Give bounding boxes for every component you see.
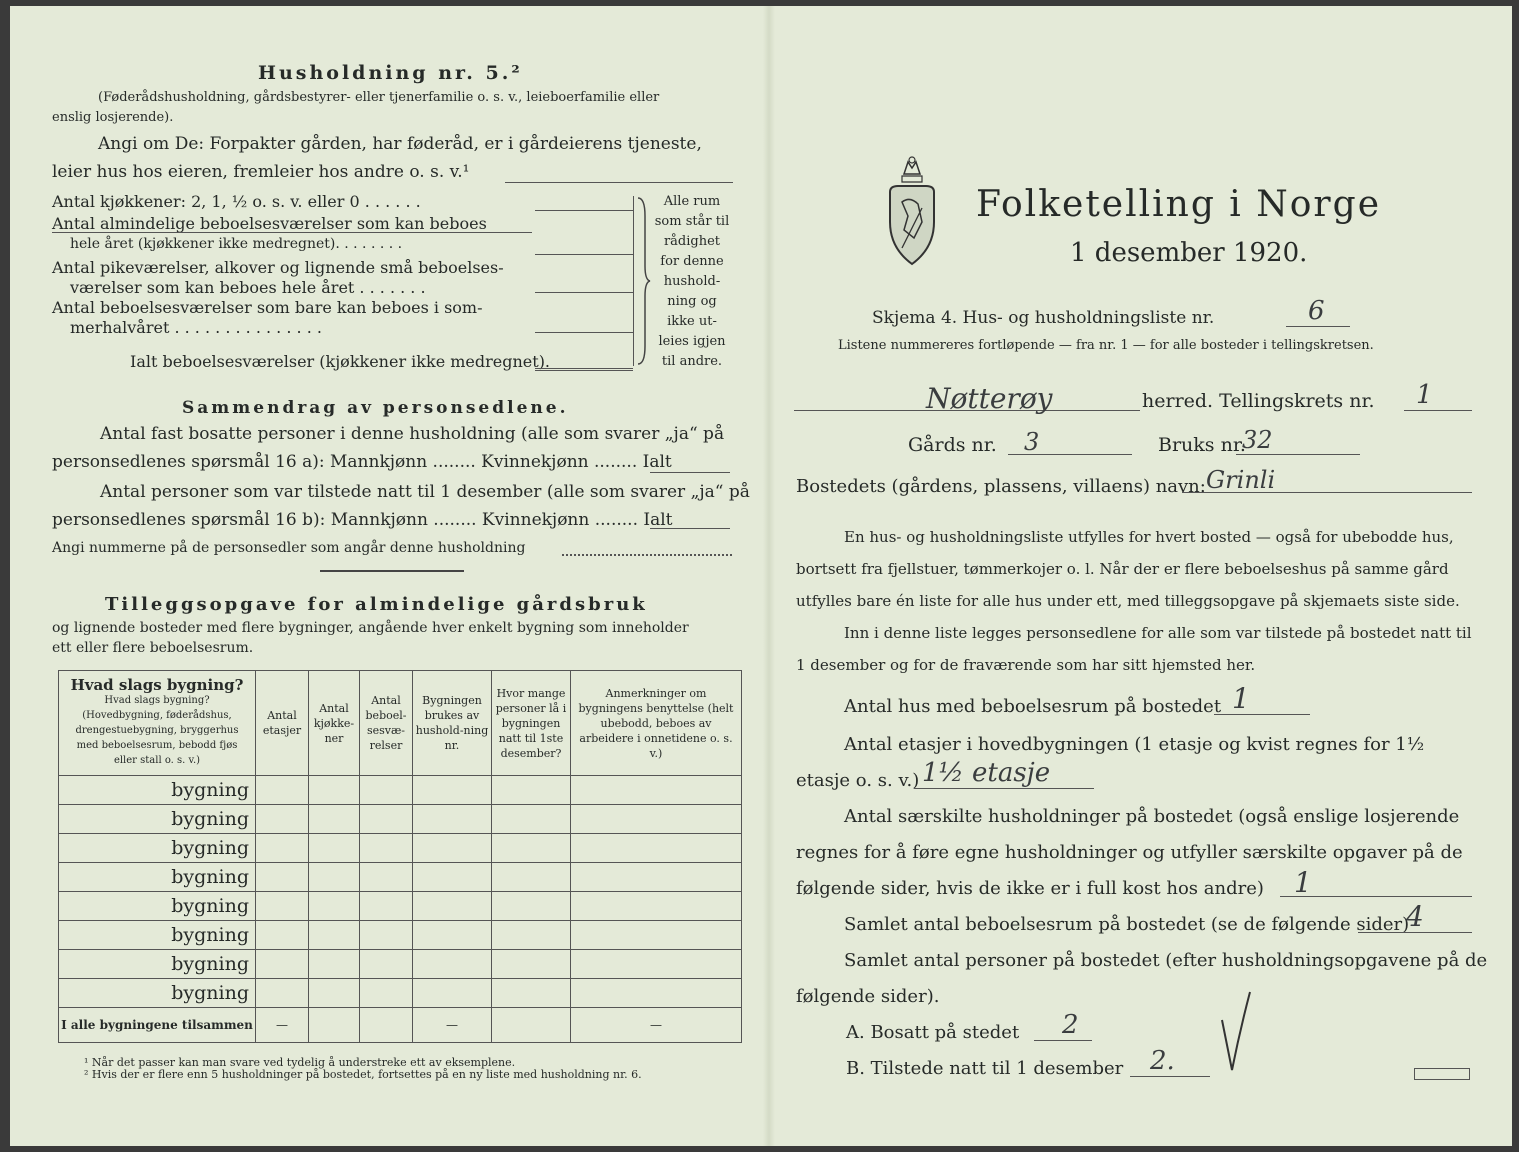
tilstede-value: 2. [1150,1046,1175,1076]
cell [492,863,571,892]
instruction-3: utfylles bare én liste for alle hus under ett, med tilleggsopgave på skjemaets siste side. [796,592,1460,610]
cell [309,834,360,863]
cell [571,892,742,921]
answer-column-rule [633,196,634,366]
cell [309,921,360,950]
header-building-type-title: Hvad slags bygning? [70,676,244,694]
header-floors: Antal etasjer [256,671,309,776]
building-cell: bygning [59,863,256,892]
answer-line-ordinary [535,254,633,255]
tellingskrets-value: 1 [1416,380,1433,410]
samlet-pers-1: Samlet antal personer på bostedet (efter husholdningsopgavene på de [844,950,1488,971]
table-row [59,863,742,892]
listene-note: Listene nummereres fortløpende — fra nr. 1 — for alle bosteder i tellingskretsen. [838,338,1374,353]
table-row [59,776,742,805]
cell [360,979,413,1008]
cell [360,805,413,834]
etasjer-value: 1½ etasje [922,758,1051,788]
total-household: — [413,1008,492,1043]
gards-label: Gårds nr. [908,434,997,456]
bosted-label: Bostedets (gårdens, plassens, villaens) navn: [796,476,1206,497]
cell [492,892,571,921]
bruks-value: 32 [1242,426,1273,454]
cell [413,950,492,979]
cell [256,979,309,1008]
tellingskrets-line [1404,410,1472,411]
header-building-type-text: Hvad slags bygning? (Hovedbygning, føderådshus, drengestuebygning, bryggerhus med beboelsesrum, bebodd fjøs eller stall o. s. v.) [75,695,239,766]
brace-note-line: Alle rum [663,194,721,209]
check-mark-icon [1218,990,1254,1076]
building-table [58,670,742,1043]
summary-line-3: Antal personer som var tilstede natt til 1 desember (alle som svarer „ja“ på [100,482,750,502]
rooms-total: Ialt beboelsesværelser (kjøkkener ikke medregnet). [130,352,551,371]
rooms-kitchens: Antal kjøkkener: 2, 1, ½ o. s. v. eller 0 . . . . . . [52,192,421,211]
antal-hus-line [1214,714,1310,715]
cell [256,950,309,979]
header-household: Bygningen brukes av hushold-ning nr. [413,671,492,776]
etasjer-label-2: etasje o. s. v.) [796,770,920,791]
cell [492,776,571,805]
building-cell: bygning [59,892,256,921]
form-date: 1 desember 1920. [1070,238,1308,268]
rooms-maid-2: værelser som kan beboes hele året . . . . . . . [70,278,426,297]
answer-line-maid [535,292,633,293]
herred-label: herred. Tellingskrets nr. [1142,390,1375,412]
cell [256,863,309,892]
table-row [59,892,742,921]
cell [360,921,413,950]
footnote-1: ¹ Når det passer kan man svare ved tydelig å understreke ett av eksemplene. [84,1056,516,1069]
saerskilte-line-3: følgende sider, hvis de ikke er i full kost hos andre) [796,878,1264,899]
norway-coat-of-arms-icon [882,152,942,268]
summary-line-4: personsedlenes spørsmål 16 b): Mannkjønn ........ Kvinnekjønn ........ Ialt [52,510,673,530]
brace-note-line: ikke ut- [667,314,717,329]
skjema-line [1286,326,1350,327]
building-cell: bygning [59,776,256,805]
household-title: Husholdning nr. 5.² [258,62,523,84]
cell [309,805,360,834]
cell [413,892,492,921]
header-kitchens: Antal kjøkke-ner [309,671,360,776]
saerskilte-line-1: Antal særskilte husholdninger på bostedet (også enslige losjerende [844,806,1460,827]
antal-hus-value: 1 [1232,682,1250,715]
total-floors: — [256,1008,309,1043]
cell [492,834,571,863]
building-cell: bygning [59,834,256,863]
samlet-pers-2: følgende sider). [796,986,940,1007]
cell [413,921,492,950]
cell [360,950,413,979]
rooms-ordinary-2: hele året (kjøkkener ikke medregnet). . . . . . . . [70,236,403,252]
brace-note-line: hushold- [663,274,721,289]
extra-line-2: ett eller flere beboelsesrum. [52,640,254,656]
cell [492,805,571,834]
angi-line-1: Angi om De: Forpakter gården, har føderåd, er i gårdeierens tjeneste, [98,134,702,154]
brace-note-line: for denne [660,254,724,269]
table-row [59,950,742,979]
printer-stamp [1414,1068,1470,1080]
cell [309,863,360,892]
header-remarks: Anmerkninger om bygningens benyttelse (helt ubebodd, beboes av arbeidere i onnetidene o. s. v.) [571,671,742,776]
total-line [535,368,633,371]
ialt-line-2 [650,528,730,529]
cell [571,834,742,863]
section-divider [320,570,464,572]
samlet-rum-label: Samlet antal beboelsesrum på bostedet (se de følgende sider) [844,914,1410,935]
brace-note-line: til andre. [661,354,723,369]
answer-line-kitchens [535,210,633,211]
table-row [59,805,742,834]
bruks-label: Bruks nr. [1158,434,1246,456]
instruction-4: Inn i denne liste legges personsedlene for alle som var tilstede på bostedet natt til [844,624,1472,642]
header-rooms: Antal beboel-sesvæ-relser [360,671,413,776]
cell [360,776,413,805]
cell [309,950,360,979]
rooms-divider [52,232,532,233]
cell [256,805,309,834]
instruction-2: bortsett fra fjellstuer, tømmerkojer o. l. Når der er flere beboelseshus på samme gård [796,560,1449,578]
table-row [59,834,742,863]
summary-line-5: Angi nummerne på de personsedler som angår denne husholdning [52,540,526,556]
herred-value: Nøtterøy [926,382,1053,415]
cell [571,979,742,1008]
cell [571,950,742,979]
tilstede-line [1130,1076,1210,1077]
rooms-summer-2: merhalvåret . . . . . . . . . . . . . . . [70,318,322,337]
samlet-rum-value: 4 [1406,900,1424,933]
total-label: I alle bygningene tilsammen [59,1008,256,1043]
footnote-2: ² Hvis der er flere enn 5 husholdninger på bostedet, fortsettes på en ny liste med husholdning nr. 6. [84,1068,642,1081]
bosted-value: Grinli [1206,466,1276,494]
table-total-row [59,1008,742,1043]
cell [571,776,742,805]
table-row [59,921,742,950]
angi-line-2: leier hus hos eieren, fremleier hos andre o. s. v.¹ [52,162,470,182]
building-cell: bygning [59,921,256,950]
gards-value: 3 [1024,428,1040,456]
table-header-row [59,671,742,776]
cell [360,892,413,921]
household-note-2: enslig losjerende). [52,110,174,125]
page-fold [763,6,775,1146]
cell [413,776,492,805]
cell [309,776,360,805]
household-note-1: (Føderådshusholdning, gårdsbestyrer- eller tjenerfamilie o. s. v., leieboerfamilie eller [98,90,660,105]
cell [309,979,360,1008]
census-sheet [10,6,1512,1146]
answer-line-summer [535,332,633,333]
instruction-5: 1 desember og for de fraværende som har sitt hjemsted her. [796,656,1256,674]
nummerne-line [562,554,732,556]
etasjer-line [914,788,1094,789]
cell [571,863,742,892]
cell [413,979,492,1008]
total-kitchens [309,1008,360,1043]
rooms-ordinary: Antal almindelige beboelsesværelser som kan beboes [52,214,487,233]
header-building-type [59,671,256,776]
saerskilte-line-2: regnes for å føre egne husholdninger og utfyller særskilte opgaver på de [796,842,1463,863]
cell [309,892,360,921]
cell [256,921,309,950]
rooms-summer: Antal beboelsesværelser som bare kan beboes i som- [52,298,483,317]
brace-note-line: som står til [654,214,730,229]
cell [256,834,309,863]
tilstede-label: B. Tilstede natt til 1 desember [846,1058,1124,1079]
brace-note-line: leies igjen [658,334,726,349]
cell [256,892,309,921]
summary-line-1: Antal fast bosatte personer i denne husholdning (alle som svarer „ja“ på [100,424,725,444]
cell [492,950,571,979]
angi-answer-line [505,182,733,183]
building-cell: bygning [59,950,256,979]
header-persons: Hvor mange personer lå i bygningen natt til 1ste desember? [492,671,571,776]
brace-note [650,192,734,372]
ialt-line-1 [650,472,730,473]
total-remarks: — [571,1008,742,1043]
cell [413,805,492,834]
brace-note-line: ning og [667,294,717,309]
form-title: Folketelling i Norge [976,184,1381,225]
cell [360,863,413,892]
cell [492,979,571,1008]
total-persons [492,1008,571,1043]
building-cell: bygning [59,805,256,834]
antal-hus-label: Antal hus med beboelsesrum på bostedet [844,696,1222,717]
cell [571,921,742,950]
summary-line-2: personsedlenes spørsmål 16 a): Mannkjønn ........ Kvinnekjønn ........ Ialt [52,452,672,472]
building-cell: bygning [59,979,256,1008]
etasjer-label-1: Antal etasjer i hovedbygningen (1 etasje og kvist regnes for 1½ [844,734,1425,755]
total-rooms [360,1008,413,1043]
cell [571,805,742,834]
cell [413,863,492,892]
saerskilte-value: 1 [1294,866,1312,899]
bosatt-label: A. Bosatt på stedet [846,1022,1020,1043]
extra-line-1: og lignende bosteder med flere bygninger, angående hver enkelt bygning som inneholder [52,620,689,636]
cell [360,834,413,863]
skjema-label: Skjema 4. Hus- og husholdningsliste nr. [872,308,1215,328]
instruction-1: En hus- og husholdningsliste utfylles for hvert bosted — også for ubebodde hus, [844,528,1454,546]
bruks-line [1236,454,1360,455]
cell [256,776,309,805]
extra-title: Tilleggsopgave for almindelige gårdsbruk [105,594,648,615]
bosatt-value: 2 [1062,1010,1079,1040]
bosatt-line [1034,1040,1092,1041]
rooms-maid: Antal pikeværelser, alkover og lignende små beboelses- [52,258,504,277]
skjema-value: 6 [1308,296,1325,326]
brace-note-line: rådighet [663,234,721,249]
cell [492,921,571,950]
table-row [59,979,742,1008]
cell [413,834,492,863]
summary-title: Sammendrag av personsedlene. [182,398,569,418]
